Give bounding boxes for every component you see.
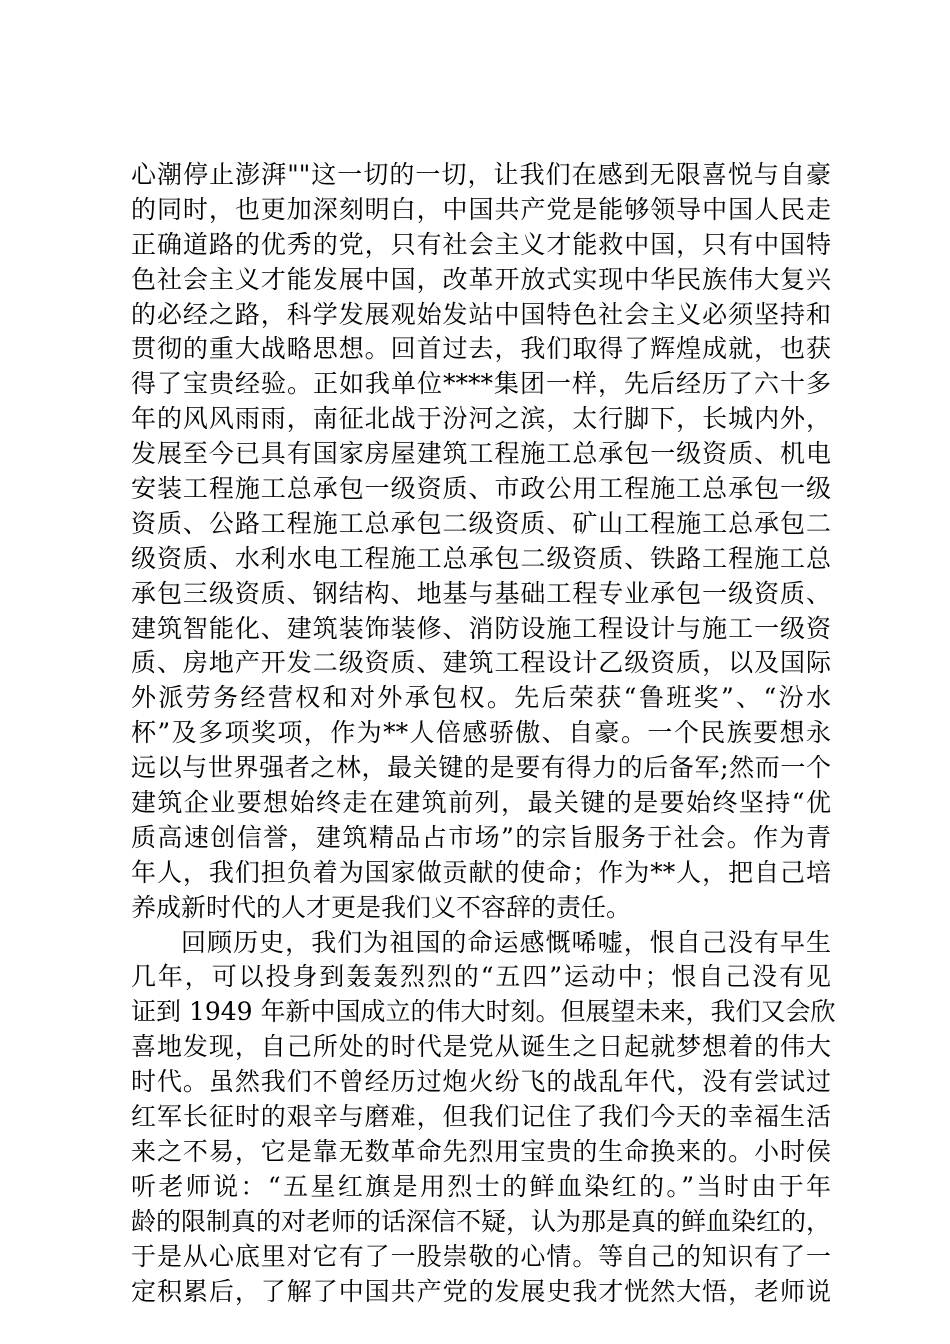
text-line: 质、房地产开发二级资质、建筑工程设计乙级资质，以及国际 (131, 648, 831, 678)
text-line: 年的风风雨雨，南征北战于汾河之滨，太行脚下，长城内外， (131, 404, 831, 434)
paragraph-end-line: 养成新时代的人才更是我们义不容辞的责任。 (131, 892, 632, 922)
text-line: 来之不易，它是靠无数革命先烈用宝贵的生命换来的。小时侯 (131, 1136, 831, 1166)
text-line: 资质、公路工程施工总承包二级资质、矿山工程施工总承包二 (131, 508, 831, 538)
body-text (131, 158, 836, 1309)
text-line: 的必经之路，科学发展观始发站中国特色社会主义必须坚持和 (131, 299, 831, 329)
text-line: 建筑智能化、建筑装饰装修、消防设施工程设计与施工一级资 (131, 613, 831, 643)
text-line: 级资质、水利水电工程施工总承包二级资质、铁路工程施工总 (131, 543, 831, 573)
text-line: 听老师说：“五星红旗是用烈士的鲜血染红的。”当时由于年 (131, 1171, 831, 1201)
text-line: 质高速创信誉，建筑精品占市场”的宗旨服务于社会。作为青 (131, 822, 831, 852)
text-line: 喜地发现，自己所处的时代是党从诞生之日起就梦想着的伟大 (131, 1032, 831, 1062)
text-line: 时代。虽然我们不曾经历过炮火纷飞的战乱年代，没有尝试过 (131, 1067, 831, 1097)
text-line: 龄的限制真的对老师的话深信不疑，认为那是真的鲜血染红的， (131, 1206, 832, 1236)
text-line: 贯彻的重大战略思想。回首过去，我们取得了辉煌成就，也获 (131, 334, 831, 364)
text-line: 几年，可以投身到轰轰烈烈的“五四”运动中；恨自己没有见 (131, 962, 831, 992)
text-line: 承包三级资质、钢结构、地基与基础工程专业承包一级资质、 (131, 578, 831, 608)
text-line: 年人，我们担负着为国家做贡献的使命；作为**人，把自己培 (131, 857, 831, 887)
text-line: 红军长征时的艰辛与磨难，但我们记住了我们今天的幸福生活 (131, 1102, 831, 1132)
text-line: 远以与世界强者之林，最关键的是要有得力的后备军;然而一个 (131, 753, 831, 783)
text-line: 于是从心底里对它有了一股崇敬的心情。等自己的知识有了一 (131, 1241, 831, 1271)
text-line: 得了宝贵经验。正如我单位****集团一样，先后经历了六十多 (131, 369, 831, 399)
text-line: 定积累后，了解了中国共产党的发展史我才恍然大悟，老师说 (131, 1276, 831, 1306)
text-line: 的同时，也更加深刻明白，中国共产党是能够领导中国人民走 (131, 194, 831, 224)
text-line: 正确道路的优秀的党，只有社会主义才能救中国，只有中国特 (131, 229, 831, 259)
paragraph-start-line: 回顾历史，我们为祖国的命运感慨唏嘘，恨自己没有早生 (181, 927, 831, 957)
text-line: 发展至今已具有国家房屋建筑工程施工总承包一级资质、机电 (131, 439, 831, 469)
text-line: 杯”及多项奖项，作为**人倍感骄傲、自豪。一个民族要想永 (131, 718, 831, 748)
text-line: 安装工程施工总承包一级资质、市政公用工程施工总承包一级 (131, 474, 831, 504)
text-line: 证到 1949 年新中国成立的伟大时刻。但展望未来，我们又会欣 (131, 997, 836, 1027)
text-line: 色社会主义才能发展中国，改革开放式实现中华民族伟大复兴 (131, 264, 831, 294)
text-line: 心潮停止澎湃""这一切的一切，让我们在感到无限喜悦与自豪 (131, 160, 831, 189)
text-line: 外派劳务经营权和对外承包权。先后荣获“鲁班奖”、“汾水 (131, 683, 831, 713)
text-line: 建筑企业要想始终走在建筑前列，最关键的是要始终坚持“优 (131, 788, 831, 818)
